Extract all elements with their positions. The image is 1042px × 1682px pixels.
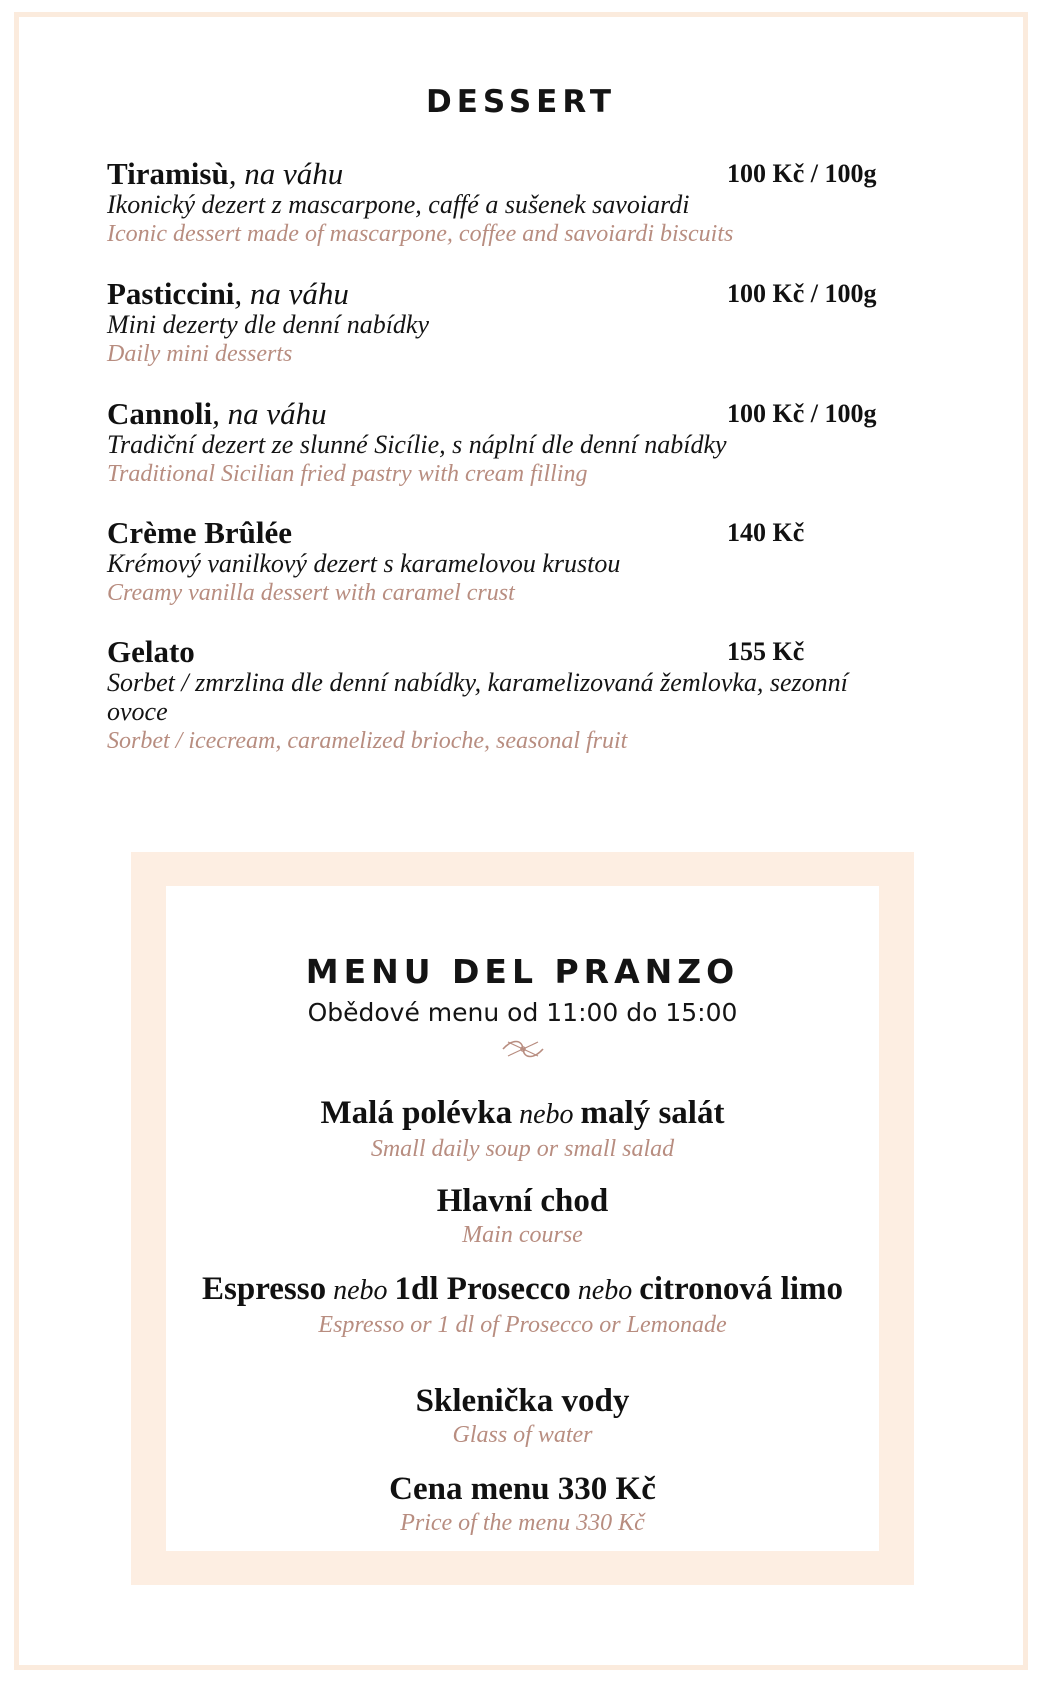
dish-description-en: Daily mini desserts bbox=[107, 341, 293, 367]
lunch-menu-title: MENU DEL PRANZO bbox=[305, 952, 740, 991]
dish-qualifier: , na váhu bbox=[228, 156, 344, 191]
lunch-item-conjunction: nebo bbox=[512, 1099, 581, 1130]
dessert-item-gelato bbox=[107, 634, 907, 756]
lunch-item-translation: Price of the menu 330 Kč bbox=[400, 1510, 645, 1536]
lunch-item-title: Sklenička vody bbox=[415, 1383, 630, 1419]
dish-description-cz: Mini dezerty dle denní nabídky bbox=[107, 310, 430, 339]
dish-qualifier: , na váhu bbox=[212, 396, 327, 431]
lunch-item-translation: Main course bbox=[462, 1222, 583, 1248]
lunch-item-price bbox=[166, 1470, 879, 1538]
dish-name: Crème Brûlée bbox=[107, 515, 293, 550]
lunch-item-water bbox=[166, 1382, 879, 1450]
lunch-item-conjunction: nebo bbox=[570, 1275, 640, 1306]
dish-name: Pasticcini bbox=[107, 276, 235, 311]
dish-description-en: Sorbet / icecream, caramelized brioche, seasonal fruit bbox=[107, 728, 628, 754]
lunch-menu-panel bbox=[166, 886, 879, 1551]
dish-price: 140 Kč bbox=[727, 518, 805, 547]
lunch-item-option: malý salát bbox=[580, 1095, 725, 1131]
dish-description-en: Traditional Sicilian fried pastry with cream filling bbox=[107, 461, 588, 487]
lunch-item-translation: Glass of water bbox=[452, 1422, 593, 1448]
dish-price: 100 Kč / 100g bbox=[727, 399, 877, 428]
dessert-item-creme-brulee bbox=[107, 515, 907, 608]
dish-name: Cannoli bbox=[107, 396, 213, 431]
dessert-item-tiramisu bbox=[107, 156, 907, 249]
lunch-item-translation: Small daily soup or small salad bbox=[370, 1136, 675, 1162]
dish-description-en: Iconic dessert made of mascarpone, coffee and savoiardi biscuits bbox=[107, 221, 734, 247]
dessert-section-title: DESSERT bbox=[426, 84, 616, 120]
lunch-item-conjunction: nebo bbox=[326, 1275, 395, 1306]
dish-price: 100 Kč / 100g bbox=[727, 159, 877, 188]
dish-name: Gelato bbox=[107, 634, 195, 669]
lunch-item-title: Cena menu 330 Kč bbox=[389, 1471, 656, 1507]
lunch-item-option: citronová limo bbox=[639, 1271, 844, 1307]
lunch-item-option: Malá polévka bbox=[320, 1095, 513, 1131]
lunch-item-option: 1dl Prosecco bbox=[394, 1271, 571, 1307]
dish-description-cz: Ikonický dezert z mascarpone, caffé a sušenek savoiardi bbox=[107, 190, 690, 219]
lunch-menu-box bbox=[131, 852, 914, 1585]
dish-description-cz: Krémový vanilkový dezert s karamelovou krustou bbox=[107, 549, 621, 578]
lunch-menu-subtitle: Obědové menu od 11:00 do 15:00 bbox=[307, 998, 738, 1027]
dish-description-cz: Sorbet / zmrzlina dle denní nabídky, karamelizovaná žemlovka, sezonní ovoce bbox=[107, 668, 848, 726]
dish-description-cz: Tradiční dezert ze slunné Sicílie, s náplní dle denní nabídky bbox=[107, 430, 727, 459]
lunch-item-title: Hlavní chod bbox=[436, 1183, 609, 1219]
dessert-item-pasticcini bbox=[107, 276, 907, 369]
lunch-item-soup-or-salad bbox=[166, 1094, 879, 1164]
lunch-item-translation: Espresso or 1 dl of Prosecco or Lemonade bbox=[318, 1312, 727, 1338]
lunch-item-option: Espresso bbox=[201, 1271, 327, 1307]
dish-name: Tiramisù bbox=[107, 156, 229, 191]
dish-price: 100 Kč / 100g bbox=[727, 279, 877, 308]
lunch-item-title bbox=[166, 1270, 879, 1310]
dish-price: 155 Kč bbox=[727, 637, 805, 666]
dessert-item-cannoli bbox=[107, 396, 907, 489]
dish-description-en: Creamy vanilla dessert with caramel crust bbox=[107, 580, 515, 606]
dish-qualifier: , na váhu bbox=[234, 276, 349, 311]
lunch-item-main-course bbox=[166, 1182, 879, 1250]
flourish-ornament-icon bbox=[166, 1010, 879, 1069]
lunch-item-title bbox=[166, 1094, 879, 1134]
lunch-item-drink bbox=[166, 1270, 879, 1340]
dessert-list bbox=[107, 156, 907, 756]
